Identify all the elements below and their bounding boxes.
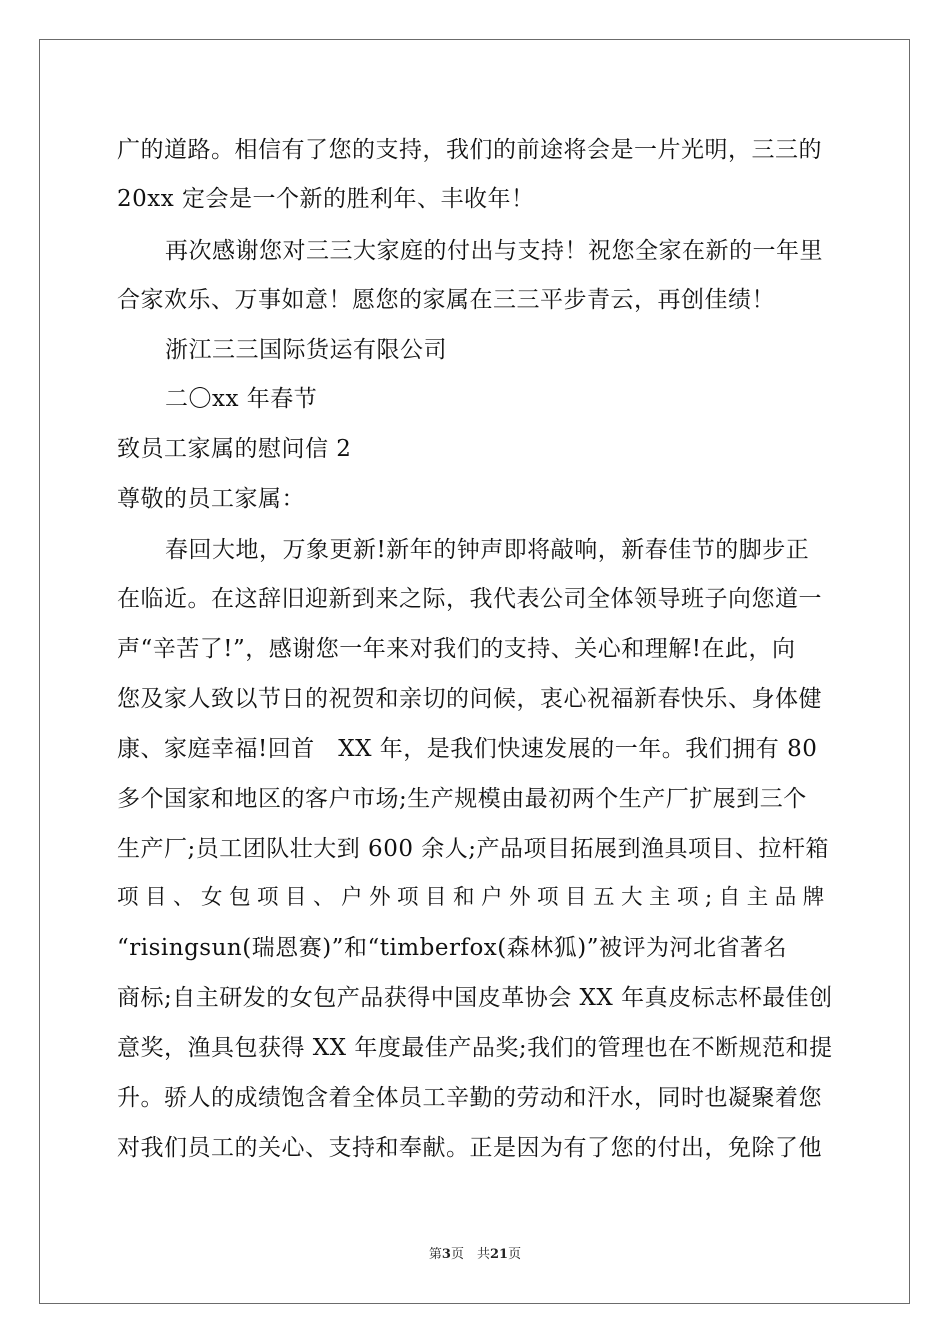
footer-suffix: 页 [508,1247,522,1262]
page-border [39,39,910,1304]
text-line: 升。骄人的成绩饱含着全体员工辛勤的劳动和汗水，同时也凝聚着您 [117,1085,822,1111]
text-line: 项目、女包项目、户外项目和户外项目五大主项;自主品牌 [117,885,831,910]
text-line: 多个国家和地区的客户市场;生产规模由最初两个生产厂扩展到三个 [117,786,807,812]
text-line: 您及家人致以节日的祝贺和亲切的问候，衷心祝福新春快乐、身体健 [117,686,822,712]
text-line: 合家欢乐、万事如意！愿您的家属在三三平步青云，再创佳绩！ [117,287,775,313]
text-line: 广的道路。相信有了您的支持，我们的前途将会是一片光明，三三的 [117,137,822,163]
text-line: 在临近。在这辞旧迎新到来之际，我代表公司全体领导班子向您道一 [117,586,822,612]
text-line: 对我们员工的关心、支持和奉献。正是因为有了您的付出，免除了他 [117,1135,822,1161]
current-page-number: 3 [441,1247,451,1262]
text-line: 生产厂;员工团队壮大到 600 余人;产品项目拓展到渔具项目、拉杆箱 [117,836,830,862]
text-line: 春回大地，万象更新!新年的钟声即将敲响，新春佳节的脚步正 [165,537,810,563]
text-line: 20xx 定会是一个新的胜利年、丰收年！ [117,186,535,212]
text-line: 再次感谢您对三三大家庭的付出与支持！祝您全家在新的一年里 [165,238,823,264]
text-line: 商标;自主研发的女包产品获得中国皮革协会 XX 年真皮标志杯最佳创 [117,985,833,1011]
text-line: 康、家庭幸福!回首 XX 年，是我们快速发展的一年。我们拥有 80 [117,736,818,762]
page-footer [0,1247,950,1263]
signature-company: 浙江三三国际货运有限公司 [165,337,447,363]
text-line: 声“辛苦了!”，感谢您一年来对我们的支持、关心和理解!在此，向 [117,636,796,662]
section-title: 致员工家属的慰问信 2 [117,436,352,462]
text-line: 意奖，渔具包获得 XX 年度最佳产品奖;我们的管理也在不断规范和提 [117,1035,833,1061]
salutation: 尊敬的员工家属： [117,486,305,512]
total-page-count: 21 [489,1247,509,1262]
footer-middle: 页 共 [450,1247,490,1262]
signature-date: 二〇xx 年春节 [165,386,318,412]
text-line: “risingsun(瑞恩赛)”和“timberfox(森林狐)”被评为河北省著名 [117,935,787,961]
footer-prefix: 第 [428,1247,442,1262]
